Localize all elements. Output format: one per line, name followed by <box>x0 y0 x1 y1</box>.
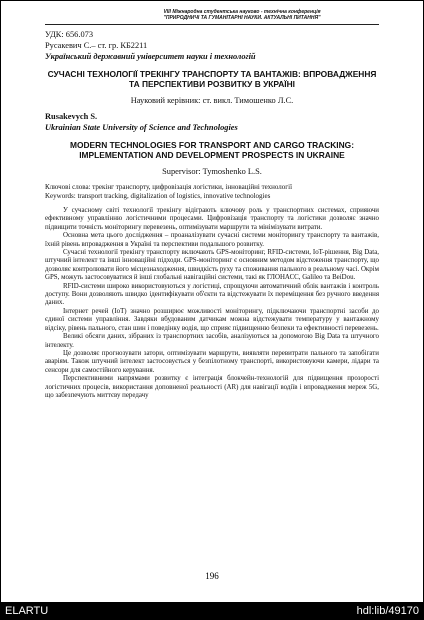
paragraph: Сучасні технології трекінгу транспорту включають GPS-моніторинг, RFID-системи, IoT-рішення, Big Data, штучний інтелект та інші інноваційні підходи. GPS-моніторинг є основним методом відстеження транспорту, що дозволяє контролювати його місцезнаходження, швидкість руху та споживання пального в реальному часі. Окрім GPS, можуть застосовуватися й інші глобальні навігаційні системи, такі як ГЛОНАСС, Galileo та BeiDou. <box>45 249 379 282</box>
title-en: MODERN TECHNOLOGIES FOR TRANSPORT AND CARGO TRACKING: IMPLEMENTATION AND DEVELOPMENT PROSPECTS IN UKRAINE <box>70 140 354 160</box>
paragraph: Інтернет речей (IoT) значно розширює можливості моніторингу, підключаючи транспортні засоби до єдиної системи управління. Завдяки вбудованим датчикам можна відстежувати температуру у вантажному відсіку, рівень пального, стан шин і поведінку водія, що сприяє підвищенню безпеки та ефективності перевезень. <box>45 307 379 332</box>
supervisor-en: Supervisor: Tymoshenko L.S. <box>162 167 262 176</box>
header-rule <box>45 24 379 25</box>
paragraph: Основна мета цього дослідження – проаналізувати сучасні системи моніторингу транспорту та вантажів, їхній рівень впровадження в Україні та перспективи подальшого розвитку. <box>45 232 379 248</box>
paragraph: Це дозволяє прогнозувати затори, оптимізувати маршрути, виявляти перевитрати пального та запобігати аваріям. Також штучний інтелект застосовується у безпілотному транспорті, використовуючи камери, лідари та сенсори для самостійного керування. <box>45 349 379 374</box>
udk: УДК: 656.073 <box>45 30 94 39</box>
footer-handle: hdl:lib/49170 <box>356 605 419 617</box>
paragraph: Великі обсяги даних, зібраних із транспортних засобів, аналізуються за допомогою Big Data та штучного інтелекту. <box>45 333 379 349</box>
author-en: Rusakevych S. <box>45 112 98 121</box>
document-page <box>1 1 423 602</box>
paragraph: У сучасному світі технології трекінгу відіграють ключову роль у транспортних системах, сприяючи ефективному управлінню логістичними процесами. Цифровізація транспорту та логістики дозволяє значно підвищити точність моніторингу перевезень, оптимізувати маршрути та мінімізувати витрати. <box>45 207 379 231</box>
footer-repository-name: ELARTU <box>5 605 49 617</box>
conference-header <box>105 9 379 21</box>
title-ua: СУЧАСНІ ТЕХНОЛОГІЇ ТРЕКІНГУ ТРАНСПОРТУ ТА ВАНТАЖІВ: ВПРОВАДЖЕННЯ ТА ПЕРСПЕКТИВИ РОЗВИТКУ В УКРАЇНІ <box>47 69 377 89</box>
paragraph: RFID-системи широко використовуються у логістиці, спрощуючи автоматичний облік вантажів і контроль доступу. Вони дозволяють швидко ідентифікувати об'єкти та відстежувати їх переміщення без ручного введення даних. <box>45 282 379 307</box>
keywords-ua: Ключові слова: трекінг транспорту, цифровізація логістики, інноваційні технології <box>45 183 293 191</box>
paragraph: Перспективними напрямами розвитку є інтеграція блокчейн-технологій для підвищення прозорості логістичних процесів, використання доповненої реальності (AR) для навігації водіїв і впровадження мереж 5G, що забезпечують миттєву передачу <box>45 375 379 399</box>
keywords-en: Keywords: transport tracking, digitalization of logistics, innovative technologies <box>45 192 271 200</box>
page-number: 196 <box>205 571 219 581</box>
page-content <box>45 9 379 400</box>
author-ua: Русакевич С.– ст. гр. КБ2211 <box>45 41 148 50</box>
supervisor-ua: Науковий керівник: ст. викл. Тимошенко Л.С. <box>130 96 294 105</box>
conference-line-1: VIII Міжнародна студентська науково - технічна конференція <box>163 9 321 15</box>
repository-footer <box>0 602 424 620</box>
university-ua: Український державний університет науки і технологій <box>45 52 256 61</box>
conference-line-2: "ПРИРОДНИЧІ ТА ГУМАНІТАРНІ НАУКИ. АКТУАЛЬНІ ПИТАННЯ" <box>163 15 321 21</box>
university-en: Ukrainian State University of Science and Technologies <box>45 123 238 132</box>
body-text <box>45 207 379 400</box>
